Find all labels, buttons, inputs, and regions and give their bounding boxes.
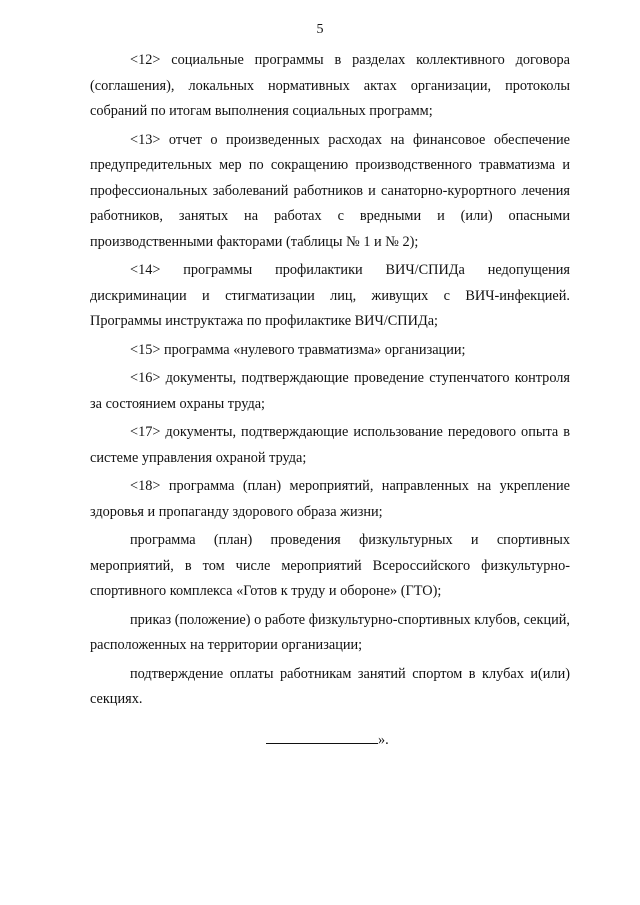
paragraph-sports-payment: подтверждение оплаты работникам занятий спортом в клубах и(или) секциях.	[90, 665, 570, 707]
closing-mark	[266, 730, 389, 750]
page-number: 5	[316, 22, 324, 37]
paragraph-item-18: <18> программа (план) мероприятий, направленных на укрепление здоровья и пропаганду здорового образа жизни;	[90, 478, 570, 520]
closing-underline	[266, 731, 378, 744]
paragraph-item-17: <17> документы, подтверждающие использование передового опыта в системе управления охраной труда;	[90, 424, 570, 466]
paragraph-item-12: <12> социальные программы в разделах коллективного договора (соглашения), локальных нормативных актах организации, протоколы собраний по итогам выполнения социальных программ;	[90, 52, 570, 119]
paragraph-sports-clubs-order: приказ (положение) о работе физкультурно-спортивных клубов, секций, расположенных на территории организации;	[90, 611, 570, 653]
paragraph-item-14: <14> программы профилактики ВИЧ/СПИДа недопущения дискриминации и стигматизации лиц, живущих с ВИЧ-инфекцией. Программы инструктажа по профилактике ВИЧ/СПИДа;	[90, 262, 570, 329]
document-body	[90, 48, 570, 716]
paragraph-item-16: <16> документы, подтверждающие проведение ступенчатого контроля за состоянием охраны труда;	[90, 370, 570, 412]
paragraph-item-15: <15> программа «нулевого травматизма» организации;	[130, 341, 466, 358]
closing-quote: ».	[378, 732, 389, 748]
paragraph-item-13: <13> отчет о произведенных расходах на финансовое обеспечение предупредительных мер по сокращению производственного травматизма и профессиональных заболеваний работников и санаторно-курортного лечения работников, занятых на работах с вредными и (или) опасными производственными факторами (таблицы № 1 и № 2);	[90, 131, 570, 250]
paragraph-sports-program: программа (план) проведения физкультурных и спортивных мероприятий, в том числе мероприятий Всероссийского физкультурно-спортивного комплекса «Готов к труду и обороне» (ГТО);	[90, 532, 570, 599]
